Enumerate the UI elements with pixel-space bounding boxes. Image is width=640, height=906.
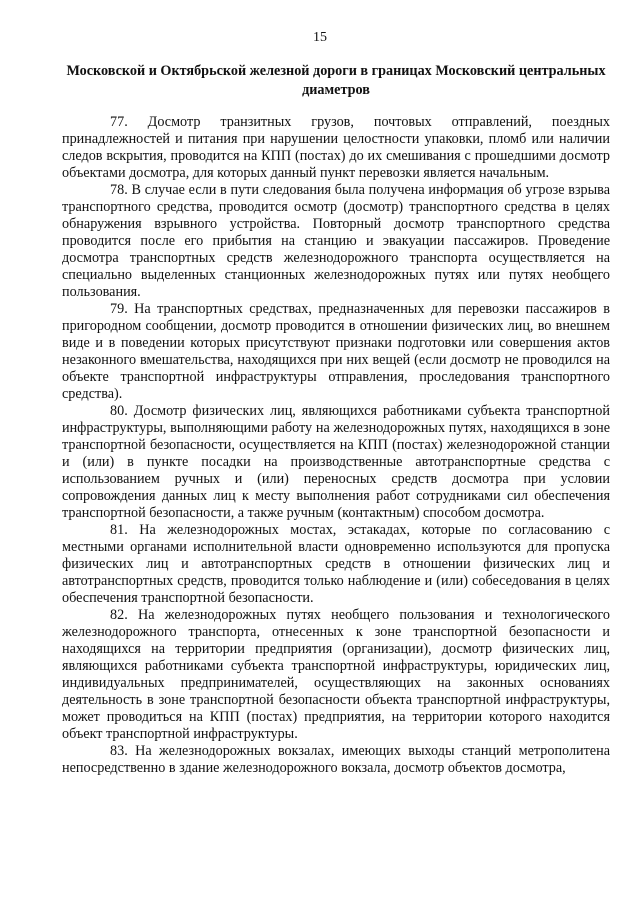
page-number: 15 — [313, 30, 327, 45]
paragraph-81: 81. На железнодорожных мостах, эстакадах, которые по согласованию с местными органами исполнительной власти одновременно используются для пропуска физических лиц и автотранспортных средств в отношении физических лиц и автотранспортных средств, проводится только наблюдение и (или) собеседования в целях обеспечения транспортной безопасности. — [62, 522, 610, 606]
paragraph-82: 82. На железнодорожных путях необщего пользования и технологического железнодорожного транспорта, отнесенных к зоне транспортной безопасности и находящихся на территории предприятия (организации), досмотр физических лиц, являющихся работниками субъекта транспортной инфраструктуры, юридических лиц, индивидуальных предпринимателей, осуществляющих на законных основаниях деятельность в зоне транспортной безопасности объекта транспортной инфраструктуры, может проводиться на КПП (постах) предприятия, на территории которого находится объект транспортной инфраструктуры. — [62, 607, 610, 742]
paragraph-79: 79. На транспортных средствах, предназначенных для перевозки пассажиров в пригородном сообщении, досмотр проводится в отношении физических лиц, во внешнем виде и в поведении которых присутствуют признаки подготовки или совершения актов незаконного вмешательства, находящихся при них вещей (если досмотр не проводился на объекте транспортной инфраструктуры отправления, проследования транспортного средства). — [62, 301, 610, 402]
paragraph-78: 78. В случае если в пути следования была получена информация об угрозе взрыва транспортного средства, проводится осмотр (досмотр) транспортного средства в целях обнаружения взрывного устройства. Повторный досмотр транспортного средства проводится после его прибытия на станцию и эвакуации пассажиров. Проведение досмотра транспортных средств железнодорожного транспорта осуществляется на специально выделенных станционных железнодорожных путях или путях необщего пользования. — [62, 182, 610, 300]
paragraph-77: 77. Досмотр транзитных грузов, почтовых отправлений, поездных принадлежностей и питания при нарушении целостности упаковки, пломб или наличии следов вскрытия, проводится на КПП (постах) до их смешивания с прошедшими досмотр объектами досмотра, для которых данный пункт перевозки является начальным. — [62, 114, 610, 181]
paragraph-80: 80. Досмотр физических лиц, являющихся работниками субъекта транспортной инфраструктуры, выполняющими работу на железнодорожных путях, находящихся в зоне транспортной безопасности, осуществляется на КПП (постах) железнодорожной станции и (или) в пункте посадки на производственные автотранспортные средства с использованием ручных и (или) переносных средств досмотра при условии сопровождения данных лиц к месту выполнения работ сотрудниками сил обеспечения транспортной безопасности, а также ручным (контактным) способом досмотра. — [62, 403, 610, 521]
section-heading: Московской и Октябрьской железной дороги в границах Московский центральных диаметров — [66, 63, 606, 98]
document-body — [62, 114, 610, 777]
paragraph-83: 83. На железнодорожных вокзалах, имеющих выходы станций метрополитена непосредственно в здание железнодорожного вокзала, досмотр объектов досмотра, — [62, 743, 610, 776]
